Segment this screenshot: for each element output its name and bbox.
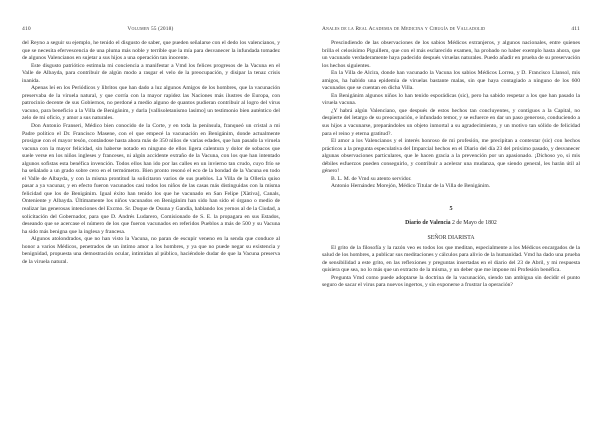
dateline — [322, 220, 580, 228]
paragraph: Pregunta Vmd como puede adoptarse la doctrina de la vacunación, siendo tan ambigua sin decidir el punto seguro de sacar el virus para nuevos ingertos, y sin exponerse a frustrar la operación? — [322, 274, 580, 289]
paragraph: Algunos atolondrados, que no han visto la Vacuna, no paran de escupir veneno en la senda que conduce al honor a varios Médicos, penetrados de un íntimo amor a los hombres, y ya que no puede negar su existencia y benignidad, propuesta una demostración ocular, intimidan al público, haciéndole dudar de que la Vacuna preserva de la viruela natural. — [22, 236, 280, 265]
right-running-title: Anales de la Real Academia de Medicina y Cirugía de Valladolid — [322, 26, 486, 32]
paragraph: Don Antonio Franseri, Médico bien conocido de la Corte, y en toda la península, franqueó un cristal a mi Padre político el Dr. Francisco Masene, con el que empecé la vacunación en Benigánim, donde actualmente prosigue con el mayor tesón, contándose hasta ahora más de 350 niños de varias edades, que han pasado la viruela vacuna con la mayor felicidad, sin haberse notado en ninguno de ellos ligera calentura y dolor de sobacos que suele verse en los niños ingleses y franceses, ni algún accidente extraño de la Vacuna, con los que han intentado algunos sofistas esta benéfica invención. Todos ellos han ido por las calles en un invierno tan crudo, cuyo frío se ha señalado a un grado sobre cero en el termómetro. Bien pronto resonó el eco de la bondad de la Vacuna en todo el Valle de Albayda, y con la misma prontitud la solicitaron varios de sus pueblos. La Villa de la Ollería quiso pasar a ya vacunar, y en efecto fueron vacunados casi todos los niños de las casas más distinguidas con la misma felicidad que los de Benigánim. Igual éxito han tenido los que he vacunado en San Felipe [Xàtiva], Canals, Onteniente y Albayda. Últimamente los niños vacunados en Benigánim han sido han sido el órgano o medio de realizar las generosas intenciones del Excmo. Sr. Duque de Osuna y Gandía, hablando los yernos al de la Ciudad, a solicitación del Gobernador, para que D. Andrés Ludarero, Comisionado de S. E. la propagara en sus Estados, deseando que se acercase el número de los que fueron vacunados en referidos Pueblos a más de 500 y su Vacuna ha sido más benigna que la inglesa y francesa. — [22, 123, 280, 235]
paragraph: Este disgusto patriótico estimula mi conciencia a manifestar a Vmd los felices progresos de la Vacuna en el Valle de Albayda, para contribuir de algún modo a rasgar el velo de la preocupación, y disipar la tenaz crisis inanida. — [22, 62, 280, 84]
left-running-title: Volumen 55 (2018) — [127, 26, 174, 32]
right-body-text — [322, 40, 580, 290]
paragraph: En la Villa de Alcira, donde han vacunado la Vacuna los sabios Médicos Lorrea, y D. Francisco Llansol, mis amigos, ha habido una epidemia de viruelas bastante malas, sin que haya contagiado a ninguno de los 600 vacunados que se cuentan en dicha Villa. — [322, 70, 580, 92]
paragraph: Apenas leí en los Periódicos y libritos que han dado a luz algunos Amigos de los hombres, que la vacunación preservaba de la viruela natural, y que corría con la mayor rapidez las Naciones más ilustres de Europa, con patrocinio decente de sus Gobiernos, no perdoné a medio alguno de quantos pudieran contribuir al logro del virus vacuno, para beneficio a la Villa de Benigánim, y darla [vallisoletanismo lasimo] un testimonio bien auténtico del zelo de mi oficio, y amor a sus naturales. — [22, 85, 280, 122]
dateline-source: Diario de Valencia — [405, 220, 451, 227]
paragraph: ¿Y habrá algún Valenciano, que después de estos hechos tan concluyentes, y contiguos a la Capital, no despierte del letargo de su preocupación, e infundado temor, y se esfuerce en dar un paso generoso, conduciendo a sus hijos a vacunarse, preparándoles un objeto inmortal a su agradecimiento, y un motivo tan sólido de felicidad para el reino y eterna gratitud?. — [322, 107, 580, 137]
left-page — [22, 26, 280, 266]
paragraph: El grito de la filosofía y la razón veo es todos los que meditan, especialmente a los Médicos encargados de la salud de los hombres, a publicar sus meditaciones y cálculos para alivio de la humanidad. Vmd ha dado una prueba de sensibilidad a este grito, en las reflexiones y preguntas insertadas en el diario del 23 de Abril, y mi respuesta quisiera que sea, no lo más que un extracto de la misma, y un deber que me impone mi Profesión benéfica. — [322, 244, 580, 274]
closing-line: B. L. M. de Vmd su atento servidor. — [331, 175, 412, 182]
right-page-number: 411 — [571, 26, 580, 32]
paragraph: Prescindiendo de las observaciones de los sabios Médicos extranjeros, y algunos nacionales, entre quienes brilla el celosísimo Piguillem, que con el más esclarecido examen, ha probado no haber exemplo hasta ahora, que un vacunado verdaderamente haya padecido después viruelas naturales. Puedo añadir en prueba de su preservación los hechos siguientes. — [322, 40, 580, 69]
paragraph: En Benigánim algunos niños lo han tenido esporádicas (sic), pero ha sabido respetar a los que han pasado la viruela vacuna. — [322, 92, 580, 107]
right-page — [322, 26, 580, 290]
left-page-number: 410 — [22, 26, 31, 32]
document-number: 5 — [449, 204, 453, 212]
signature-line: Antonio Hernández Morejón, Médico Titular de la Villa de Benigánim. — [331, 183, 491, 190]
left-running-head — [22, 26, 280, 32]
paragraph: del Reyno a seguir su ejemplo, he tenido el disgusto de saber, que pueden señalarse con el dedo los valencianos, y que se necesita efervescencia de una pluma más noble y terrible que la mía para desvanecer la infundada tomadez de algunos Valencianos en sujetar a sus hijos a una operación tan inocente. — [22, 40, 280, 62]
salutation: SEÑOR DIARISTA — [427, 235, 475, 242]
dateline-date: 2 de Mayo de 1802 — [450, 220, 497, 227]
paragraph: El amor a los Valencianos y el interés honroso de mi profesión, me precipitan a contextar (sic) con hechos prácticos a la pregunta especulativa del Imparcial hechos en el Diario del día 23 del próximo pasado, y desvanecer algunas observaciones particulares, que le hacen gracia a la prevención por un apasionado. ¡Dichoso yo, si mis débiles esfuerzos pueden conseguirlo, y contribuir a acelerar una mudanza, que siendo general, les harán útil al género! — [322, 138, 580, 175]
right-running-head — [322, 26, 580, 32]
left-body-text — [22, 40, 280, 266]
